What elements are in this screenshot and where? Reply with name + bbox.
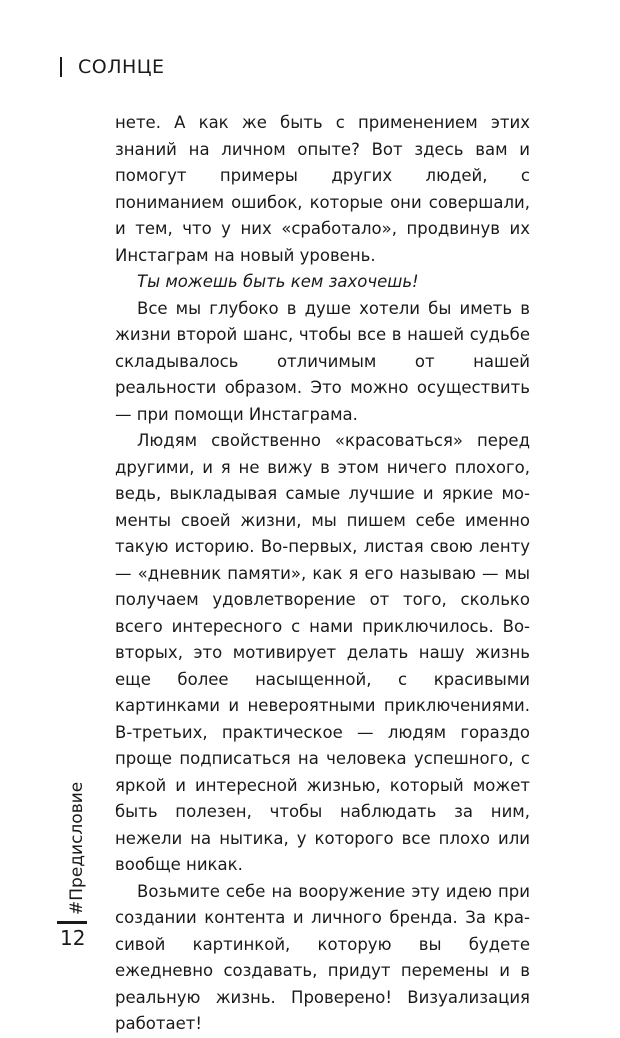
paragraph-4: Людям свойственно «красоваться» перед другими, и я не вижу в этом ничего плохого, ведь, выкладывая самые лучшие и яркие моменты своей жизни, мы пишем себе именно такую историю. Во-первых, листая свою ленту — «дневник памяти», как я его называю — мы получаем удовлетворение от того, сколько всего интересного с нами приключилось. Во-вторых, это мотивирует делать нашу жизнь еще более насыщенной, с красивыми картинками и невероятными приключениями. В-третьих, практическое — людям гораздо проще подписаться на человека успешного, с яркой и интересной жизнью, который может быть полезен, чтобы наблюдать за ним, нежели на нытика, у которого все плохо или вообще никак. [115,431,530,874]
running-head [60,56,165,78]
folio-rule [57,921,87,924]
paragraph-3: Все мы глубоко в душе хотели бы иметь в жизни второй шанс, чтобы все в нашей судьбе складывалось отличимым от нашей реальности образом. Это можно осуществить — при помощи Инстаграма. [115,298,530,424]
header-rule [60,57,62,77]
paragraph-5: Возьмите себе на вооружение эту идею при создании контента и личного бренда. За красивой картинкой, которую вы будете ежедневно создавать, придут перемены и в реальную жизнь. Проверено! Визуализация работает! [115,881,530,1033]
book-title: СОЛНЦЕ [78,56,165,78]
paragraph-1: нете. А как же быть с применением этих знаний на личном опыте? Вот здесь вам и помогут примеры других людей, с пониманием ошибок, которые они совершали, и тем, что у них «сработало», продвинув их Инстаграм на новый уровень. [115,113,530,265]
paragraph-2-italic: Ты можешь быть кем захочешь! [137,272,419,291]
section-label: #Предисловие [67,781,87,915]
page-number: 12 [60,926,86,950]
body-text [115,110,530,1038]
